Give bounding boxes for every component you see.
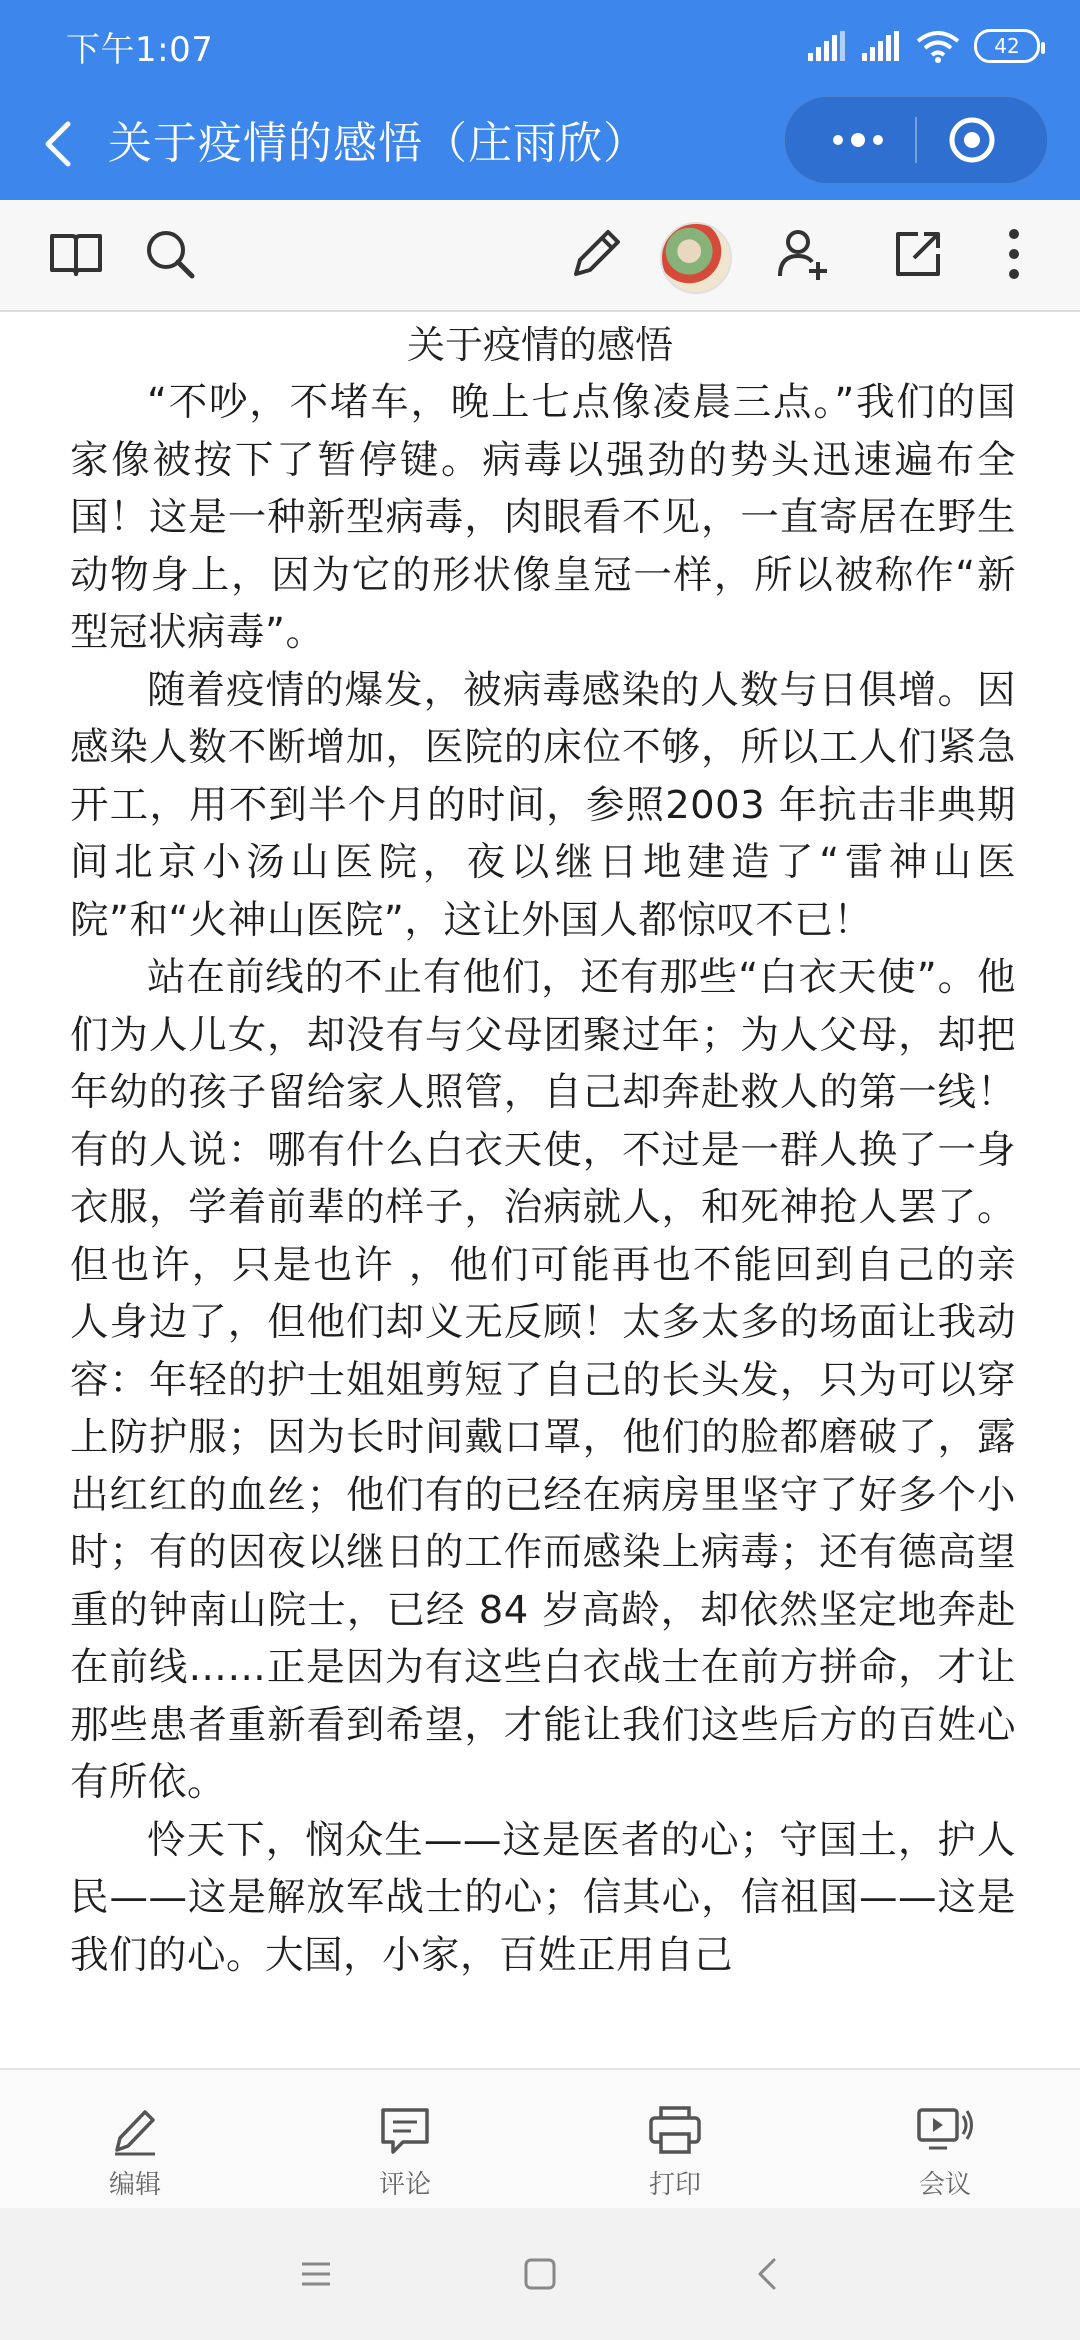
bottom-action-bar bbox=[0, 2068, 1080, 2210]
signal-icon-2 bbox=[862, 31, 902, 61]
book-icon[interactable] bbox=[46, 224, 106, 284]
document-body bbox=[70, 374, 1016, 1984]
title-bar bbox=[0, 90, 1080, 200]
capsule-divider bbox=[915, 117, 917, 163]
document-title: 关于疫情的感悟 bbox=[406, 323, 673, 367]
status-time: 下午1:07 bbox=[66, 30, 214, 70]
edit-icon bbox=[105, 2102, 165, 2158]
meeting-icon bbox=[915, 2102, 975, 2158]
pencil-icon[interactable] bbox=[566, 224, 626, 284]
app-header bbox=[0, 0, 1080, 200]
back-icon[interactable] bbox=[748, 2254, 788, 2294]
comment-label: 评论 bbox=[378, 2170, 431, 2200]
avatar[interactable] bbox=[660, 222, 732, 294]
status-icons bbox=[808, 24, 1040, 68]
share-icon[interactable] bbox=[888, 224, 948, 284]
meeting-button[interactable] bbox=[810, 2070, 1080, 2210]
menu-icon[interactable] bbox=[296, 2254, 336, 2294]
signal-icon bbox=[808, 31, 848, 61]
page-title: 关于疫情的感悟（庄雨欣） bbox=[108, 118, 648, 169]
paragraph: “不吵，不堵车，晚上七点像凌晨三点。”我们的国家像被按下了暂停键。病毒以强劲的势头迅速遍布全国！这是一种新型病毒，肉眼看不见，一直寄居在野生动物身上，因为它的形状像皇冠一样，所以被称作“新型冠状病毒”。 bbox=[70, 380, 1016, 655]
edit-button[interactable] bbox=[0, 2070, 270, 2210]
paragraph: 站在前线的不止有他们，还有那些“白衣天使”。他们为人儿女，却没有与父母团聚过年；为人父母，却把年幼的孩子留给家人照管，自己却奔赴救人的第一线！有的人说：哪有什么白衣天使，不过是一群人换了一身衣服，学着前辈的样子，治病就人，和死神抢人罢了。但也许，只是也许 ，他们可能再也不能回到自己的亲人身边了，但他们却义无反顾！太多太多的场面让我动容：年轻的护士姐姐剪短了自己的长头发，只为可以穿上防护服；因为长时间戴口罩，他们的脸都磨破了，露出红红的血丝；他们有的已经在病房里坚守了好多个小时；有的因夜以继日的工作而感染上病毒；还有德高望重的钟南山院士，已经 84 岁高龄，却依然坚定地奔赴在前线……正是因为有这些白衣战士在前方拼命，才让那些患者重新看到希望，才能让我们这些后方的百姓心有所依。 bbox=[70, 955, 1016, 1805]
edit-label: 编辑 bbox=[108, 2170, 161, 2200]
back-arrow-icon[interactable] bbox=[30, 112, 90, 176]
more-vertical-icon[interactable] bbox=[984, 224, 1044, 284]
more-dots-icon[interactable] bbox=[813, 117, 903, 163]
wifi-icon bbox=[916, 29, 960, 63]
battery-level: 42 bbox=[994, 34, 1020, 58]
print-label: 打印 bbox=[648, 2170, 701, 2200]
status-bar bbox=[0, 0, 1080, 90]
add-user-icon[interactable] bbox=[774, 224, 834, 284]
meeting-label: 会议 bbox=[918, 2170, 971, 2200]
close-target-icon[interactable] bbox=[947, 115, 997, 165]
document-content bbox=[0, 312, 1080, 2068]
comment-icon bbox=[375, 2102, 435, 2158]
print-icon bbox=[645, 2102, 705, 2158]
search-icon[interactable] bbox=[140, 224, 200, 284]
print-button[interactable] bbox=[540, 2070, 810, 2210]
comment-button[interactable] bbox=[270, 2070, 540, 2210]
battery-icon bbox=[974, 29, 1040, 63]
mini-program-capsule bbox=[784, 96, 1048, 184]
system-nav-bar bbox=[0, 2208, 1080, 2340]
paragraph: 随着疫情的爆发，被病毒感染的人数与日俱增。因感染人数不断增加，医院的床位不够，所以工人们紧急开工，用不到半个月的时间，参照2003 年抗击非典期间北京小汤山医院，夜以继日地建造了“雷神山医院”和“火神山医院”，这让外国人都惊叹不已！ bbox=[70, 667, 1016, 943]
home-icon[interactable] bbox=[520, 2254, 560, 2294]
paragraph: 怜天下，悯众生——这是医者的心；守国土，护人民——这是解放军战士的心；信其心，信祖国——这是我们的心。大国，小家，百姓正用自己 bbox=[70, 1817, 1016, 1978]
document-toolbar bbox=[0, 200, 1080, 312]
